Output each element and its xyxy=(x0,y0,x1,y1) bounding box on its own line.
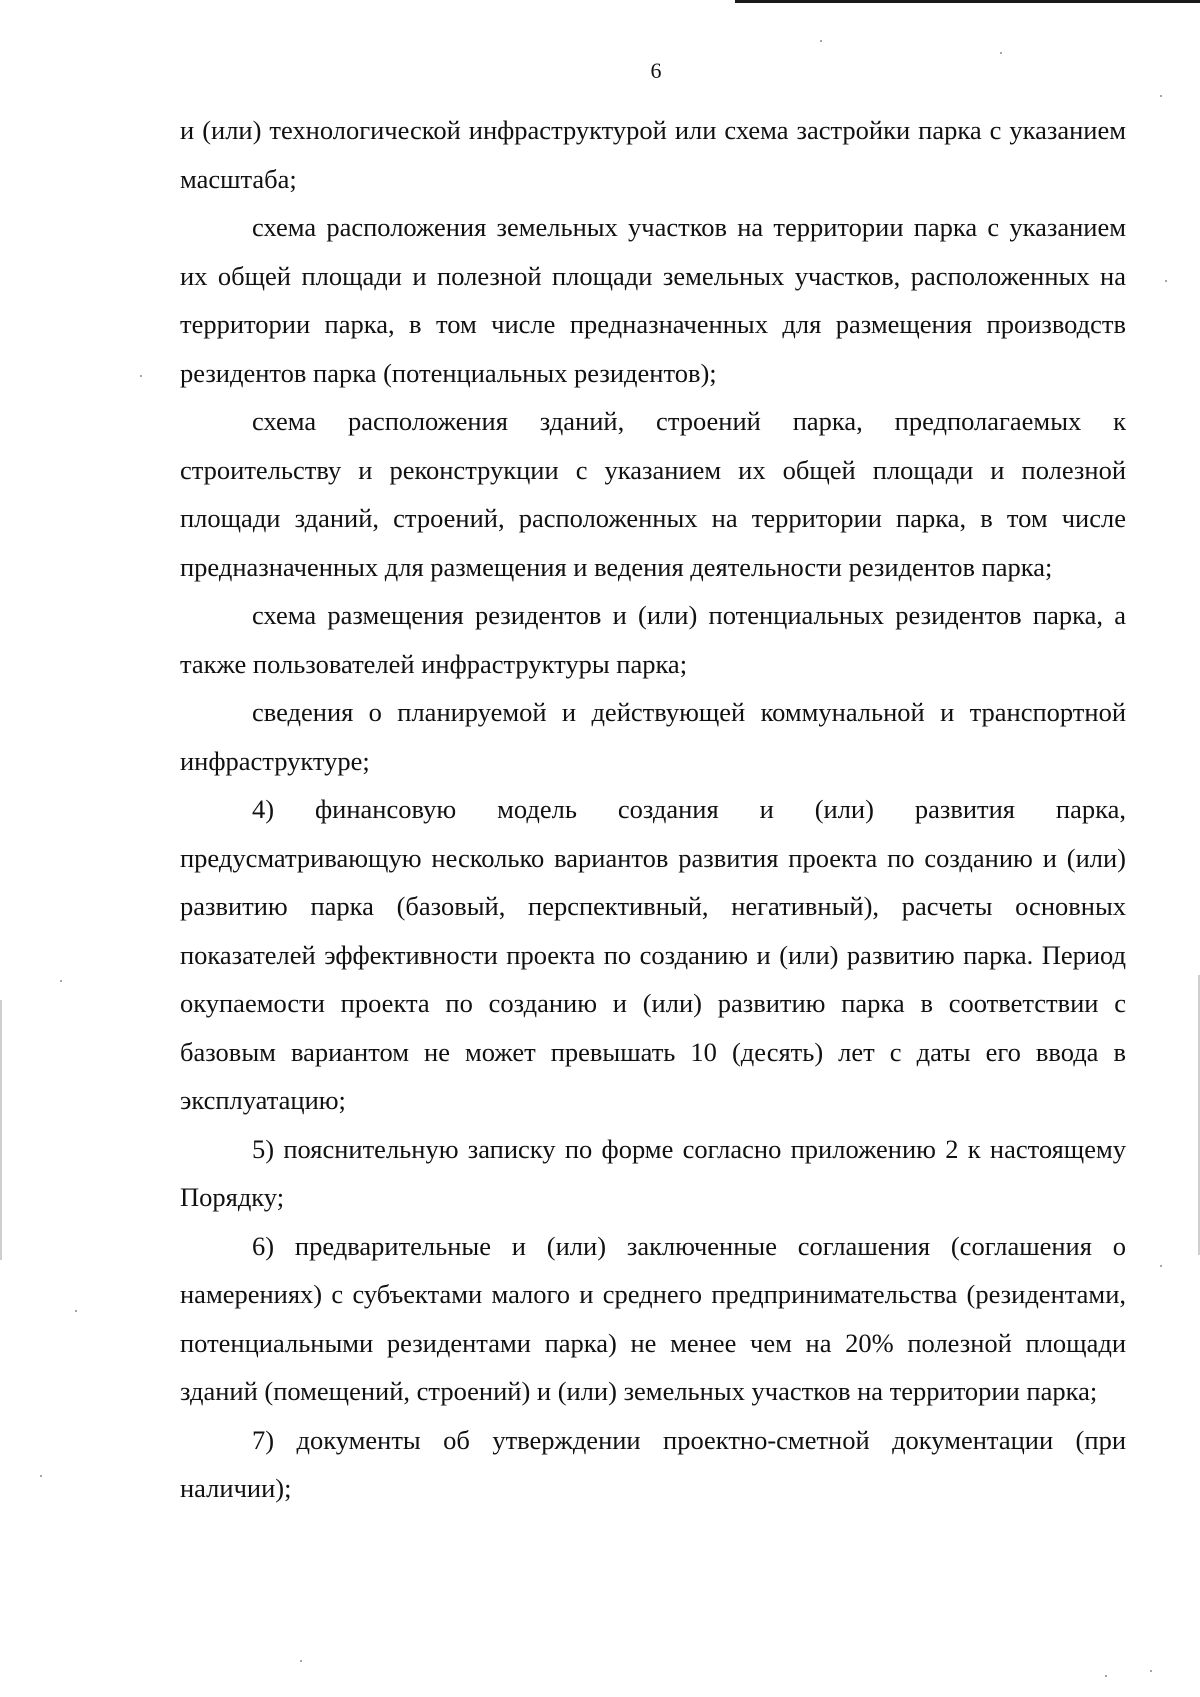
scan-speck xyxy=(1165,280,1167,282)
page-number: 6 xyxy=(650,58,662,83)
scan-speck xyxy=(1150,1670,1152,1672)
scan-speck xyxy=(75,1310,77,1312)
document-body xyxy=(180,106,1126,1513)
left-scan-edge xyxy=(0,1000,2,1260)
paragraph-item-6-agreements: 6) предварительные и (или) заключенные соглашения (соглашения о намерениях) с субъектами малого и среднего предпринимательства (резидентами, потенциальными резидентами парка) не менее чем на 20% полезной площади зданий (помещений, строений) и (или) земельных участков на территории парка; xyxy=(180,1230,1126,1406)
paragraph-item-7-design-documents: 7) документы об утверждении проектно-сметной документации (при наличии); xyxy=(180,1424,1126,1503)
paragraph-item-4-financial-model: 4) финансовую модель создания и (или) развития парка, предусматривающую несколько вариантов развития проекта по созданию и (или) развитию парка (базовый, перспективный, негативный), расчеты основных показателей эффективности проекта по созданию и (или) развитию парка. Период окупаемости проекта по созданию и (или) развитию парка в соответствии с базовым вариантом не может превышать 10 (десять) лет с даты его ввода в эксплуатацию; xyxy=(180,794,1126,1115)
scan-speck xyxy=(1160,1265,1162,1267)
scan-speck xyxy=(1000,52,1002,54)
scan-speck xyxy=(1105,1675,1107,1677)
paragraph-land-plots-scheme: схема расположения земельных участков на территории парка с указанием их общей площади и полезной площади земельных участков, расположенных на территории парка, в том числе предназначенных для размещения производств резидентов парка (потенциальных резидентов); xyxy=(180,212,1126,388)
paragraph-residents-scheme: схема размещения резидентов и (или) потенциальных резидентов парка, а также пользователей инфраструктуры парка; xyxy=(180,600,1126,679)
paragraph-continuation: и (или) технологической инфраструктурой или схема застройки парка с указанием масштаба; xyxy=(180,115,1126,194)
scan-speck xyxy=(60,980,62,982)
scan-speck xyxy=(40,1475,42,1477)
paragraph-infrastructure-info: сведения о планируемой и действующей коммунальной и транспортной инфраструктуре; xyxy=(180,697,1126,776)
top-border-line xyxy=(735,0,1200,3)
paragraph-item-5-explanatory-note: 5) пояснительную записку по форме согласно приложению 2 к настоящему Порядку; xyxy=(180,1133,1126,1212)
scan-speck xyxy=(820,40,822,42)
scan-speck xyxy=(300,1660,302,1662)
paragraph-buildings-scheme: схема расположения зданий, строений парка, предполагаемых к строительству и реконструкции с указанием их общей площади и полезной площади зданий, строений, расположенных на территории парка, в том числе предназначенных для размещения и ведения деятельности резидентов парка; xyxy=(180,406,1126,582)
scan-speck xyxy=(1160,95,1162,97)
scan-speck xyxy=(140,375,142,377)
